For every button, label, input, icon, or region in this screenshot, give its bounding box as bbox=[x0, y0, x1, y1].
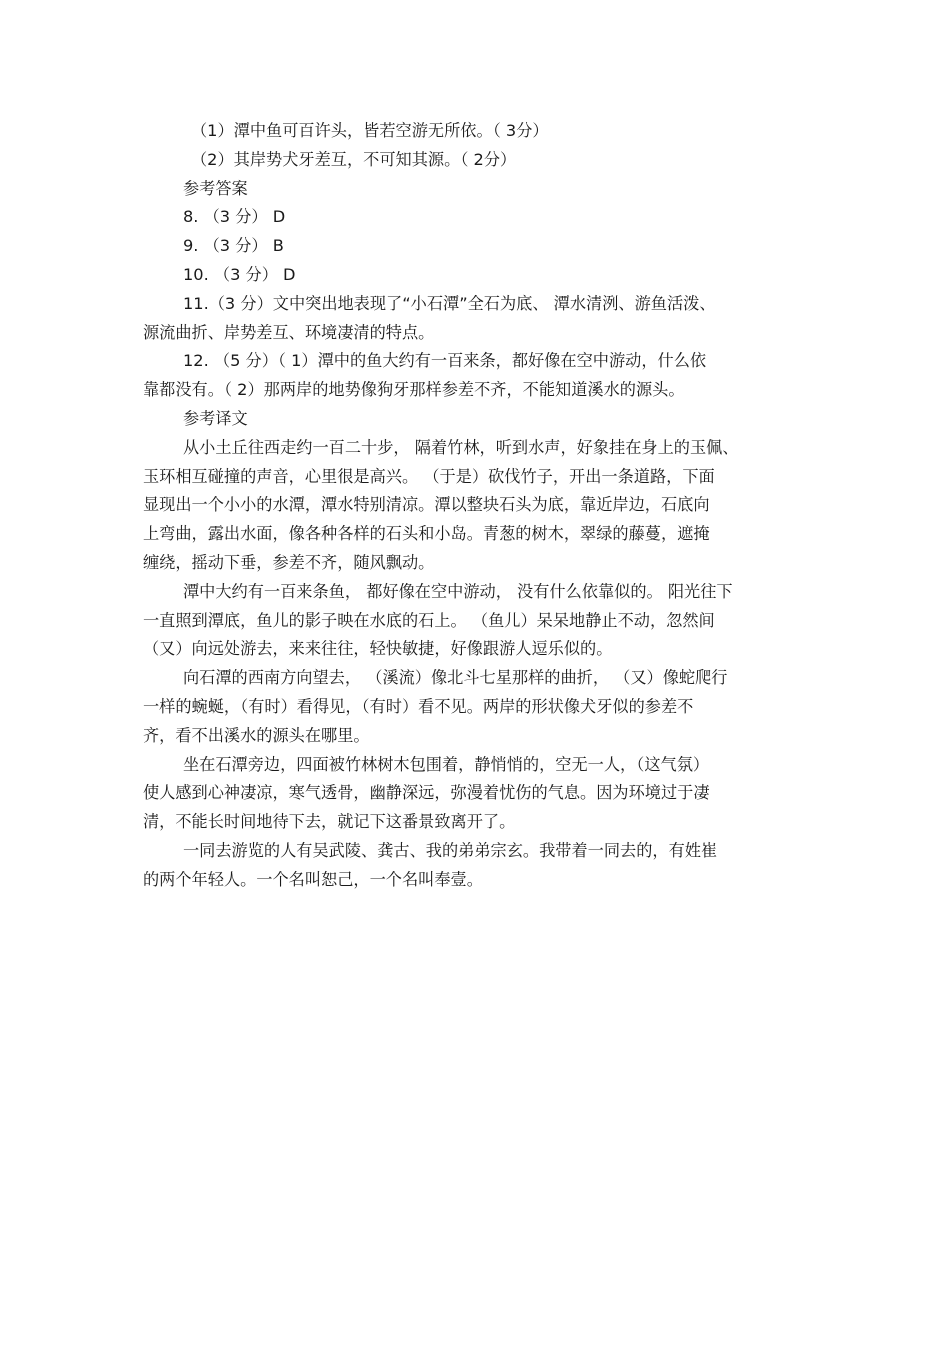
translation-p2-line-2: 一直照到潭底，鱼儿的影子映在水底的石上。 （鱼儿）呆呆地静止不动，忽然间 bbox=[143, 610, 715, 630]
translation-p3-line-1: 向石潭的西南方向望去， （溪流）像北斗七星那样的曲折， （又）像蛇爬行 bbox=[183, 668, 728, 688]
answer-12-line-2: 靠都没有。（ 2）那两岸的地势像狗牙那样参差不齐，不能知道溪水的源头。 bbox=[143, 380, 685, 400]
translation-p1-line-2: 玉环相互碰撞的声音，心里很是高兴。 （于是）砍伐竹子，开出一条道路，下面 bbox=[143, 466, 715, 486]
translation-p5-line-2: 的两个年轻人。一个名叫恕己，一个名叫奉壹。 bbox=[143, 869, 483, 889]
answer-9: 9. （3 分） B bbox=[183, 236, 284, 256]
answer-11-line-1: 11.（3 分）文中突出地表现了“小石潭”全石为底、 潭水清洌、游鱼活泼、 bbox=[183, 293, 716, 313]
answer-8: 8. （3 分） D bbox=[183, 207, 286, 227]
translation-p3-line-3: 齐，看不出溪水的源头在哪里。 bbox=[143, 725, 370, 745]
translation-p2-line-3: （又）向远处游去，来来往往，轻快敏捷，好像跟游人逗乐似的。 bbox=[143, 639, 613, 659]
answer-11-line-2: 源流曲折、岸势差互、环境凄清的特点。 bbox=[143, 322, 435, 342]
translation-p4-line-1: 坐在石潭旁边，四面被竹林树木包围着，静悄悄的，空无一人，（这气氛） bbox=[183, 754, 710, 774]
translation-p4-line-2: 使人感到心神凄凉，寒气透骨，幽静深远，弥漫着忧伤的气息。因为环境过于凄 bbox=[143, 783, 710, 803]
translation-p4-line-3: 清，不能长时间地待下去，就记下这番景致离开了。 bbox=[143, 812, 516, 832]
answers-heading: 参考答案 bbox=[183, 178, 248, 198]
translation-p5-line-1: 一同去游览的人有吴武陵、龚古、我的弟弟宗玄。我带着一同去的，有姓崔 bbox=[183, 840, 718, 860]
translation-heading: 参考译文 bbox=[183, 408, 248, 428]
document-body bbox=[143, 117, 811, 895]
question-2: （2）其岸势犬牙差互，不可知其源。（ 2分） bbox=[191, 149, 517, 169]
translation-p1-line-1: 从小土丘往西走约一百二十步， 隔着竹林，听到水声，好象挂在身上的玉佩、 bbox=[183, 437, 739, 457]
translation-p1-line-5: 缠绕，摇动下垂，参差不齐，随风飘动。 bbox=[143, 552, 435, 572]
answer-12-line-1: 12. （5 分）（ 1）潭中的鱼大约有一百来条，都好像在空中游动，什么依 bbox=[183, 351, 707, 371]
question-1: （1）潭中鱼可百许头，皆若空游无所依。（ 3分） bbox=[191, 121, 549, 140]
translation-p1-line-3: 显现出一个小小的水潭，潭水特别清凉。潭以整块石头为底，靠近岸边，石底向 bbox=[143, 495, 710, 515]
translation-p1-line-4: 上弯曲，露出水面，像各种各样的石头和小岛。青葱的树木，翠绿的藤蔓，遮掩 bbox=[143, 524, 710, 544]
translation-p2-line-1: 潭中大约有一百来条鱼， 都好像在空中游动， 没有什么依靠似的。 阳光往下 bbox=[183, 581, 733, 601]
translation-p3-line-2: 一样的蜿蜒，（有时）看得见，（有时）看不见。两岸的形状像犬牙似的参差不 bbox=[143, 696, 694, 716]
answer-10: 10. （3 分） D bbox=[183, 264, 296, 284]
